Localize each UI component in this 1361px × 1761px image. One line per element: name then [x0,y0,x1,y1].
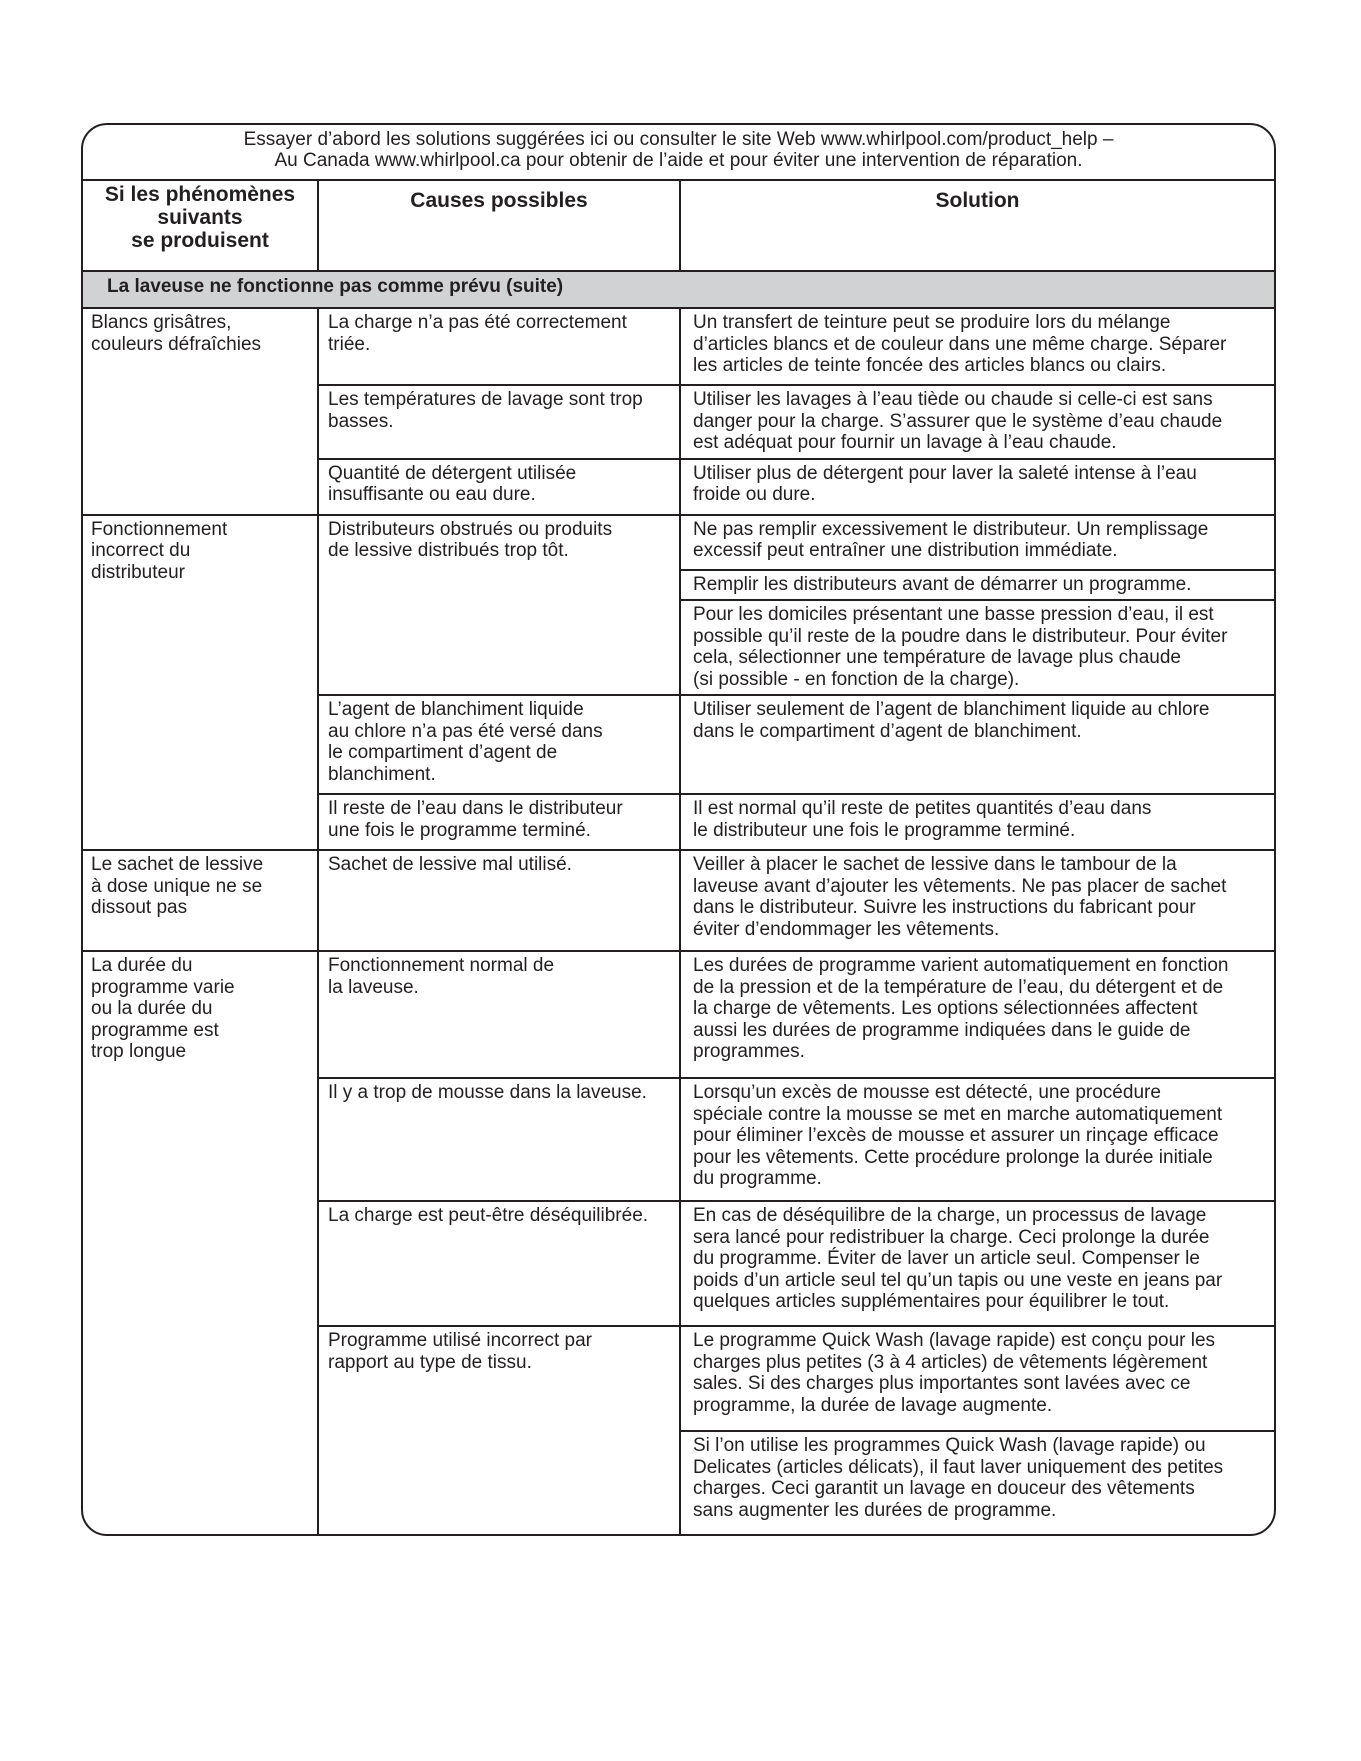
solution-cell: Il est normal qu’il reste de petites quantités d’eau dans le distributeur une fois le programme terminé. [680,794,1274,850]
section-title: La laveuse ne fonctionne pas comme prévu (suite) [83,271,1274,308]
symptom-cell: Fonctionnement incorrect du distributeur [83,515,318,851]
header-symptoms: Si les phénomènes suivants se produisent [83,181,318,271]
cause-cell: L’agent de blanchiment liquide au chlore n’a pas été versé dans le compartiment d’agent de blanchiment. [318,695,680,794]
cause-cell: Il y a trop de mousse dans la laveuse. [318,1078,680,1201]
symptom-cell: La durée du programme varie ou la durée du programme est trop longue [83,951,318,1536]
solution-cell: Le programme Quick Wash (lavage rapide) est conçu pour les charges plus petites (3 à 4 articles) de vêtements légèrement sales. Si des charges plus importantes sont lavées avec ce programme, la durée de lavage augmente. [680,1326,1274,1431]
cause-cell: Il reste de l’eau dans le distributeur une fois le programme terminé. [318,794,680,850]
cause-cell: Les températures de lavage sont trop basses. [318,385,680,459]
header-row [83,181,1274,271]
solution-cell: Ne pas remplir excessivement le distributeur. Un remplissage excessif peut entraîner une distribution immédiate. [680,515,1274,570]
help-banner [83,125,1274,181]
table-row [83,515,1274,570]
cause-cell: Sachet de lessive mal utilisé. [318,850,680,951]
solution-cell: Remplir les distributeurs avant de démarrer un programme. [680,570,1274,601]
solution-cell: Utiliser seulement de l’agent de blanchiment liquide au chlore dans le compartiment d’agent de blanchiment. [680,695,1274,794]
cause-cell: La charge n’a pas été correctement triée. [318,308,680,385]
solution-cell: Veiller à placer le sachet de lessive dans le tambour de la laveuse avant d’ajouter les vêtements. Ne pas placer de sachet dans le distributeur. Suivre les instructions du fabricant pour éviter d’endommager les vêtements. [680,850,1274,951]
banner-line-2: Au Canada www.whirlpool.ca pour obtenir de l’aide et pour éviter une intervention de réparation. [274,150,1083,171]
solution-cell: Les durées de programme varient automatiquement en fonction de la pression et de la température de l’eau, du détergent et de la charge de vêtements. Les options sélectionnées affectent aussi les durées de programme indiquées dans le guide de programmes. [680,951,1274,1078]
section-row [83,271,1274,308]
cause-cell: Programme utilisé incorrect par rapport au type de tissu. [318,1326,680,1536]
table-row [83,951,1274,1078]
solution-cell: Si l’on utilise les programmes Quick Wash (lavage rapide) ou Delicates (articles délicats), il faut laver uniquement des petites charges. Ceci garantit un lavage en douceur des vêtements sans augmenter les durées de programme. [680,1431,1274,1536]
solution-cell: Un transfert de teinture peut se produire lors du mélange d’articles blancs et de couleur dans une même charge. Séparer les articles de teinte foncée des articles blancs ou clairs. [680,308,1274,385]
solution-cell: Lorsqu’un excès de mousse est détecté, une procédure spéciale contre la mousse se met en marche automatiquement pour éliminer l’excès de mousse et assurer un rinçage efficace pour les vêtements. Cette procédure prolonge la durée initiale du programme. [680,1078,1274,1201]
solution-cell: Utiliser les lavages à l’eau tiède ou chaude si celle-ci est sans danger pour la charge. S’assurer que le système d’eau chaude est adéquat pour fournir un lavage à l’eau chaude. [680,385,1274,459]
table-row [83,850,1274,951]
troubleshooting-table [83,181,1274,1536]
troubleshooting-table-frame [81,123,1276,1536]
table-row [83,308,1274,385]
solution-cell: En cas de déséquilibre de la charge, un processus de lavage sera lancé pour redistribuer la charge. Ceci prolonge la durée du programme. Éviter de laver un article seul. Compenser le poids d’un article seul tel qu’un tapis ou une veste en jeans par quelques articles supplémentaires pour équilibrer le tout. [680,1201,1274,1326]
banner-line-1: Essayer d’abord les solutions suggérées ici ou consulter le site Web www.whirlpool.com/product_help – [243,129,1114,150]
symptom-cell: Le sachet de lessive à dose unique ne se dissout pas [83,850,318,951]
symptom-cell: Blancs grisâtres, couleurs défraîchies [83,308,318,515]
cause-cell: La charge est peut-être déséquilibrée. [318,1201,680,1326]
header-solution: Solution [680,181,1274,271]
cause-cell: Quantité de détergent utilisée insuffisante ou eau dure. [318,459,680,515]
solution-cell: Pour les domiciles présentant une basse pression d’eau, il est possible qu’il reste de la poudre dans le distributeur. Pour éviter cela, sélectionner une température de lavage plus chaude (si possible - en fonction de la charge). [680,600,1274,695]
header-causes: Causes possibles [318,181,680,271]
cause-cell: Fonctionnement normal de la laveuse. [318,951,680,1078]
cause-cell: Distributeurs obstrués ou produits de lessive distribués trop tôt. [318,515,680,696]
solution-cell: Utiliser plus de détergent pour laver la saleté intense à l’eau froide ou dure. [680,459,1274,515]
